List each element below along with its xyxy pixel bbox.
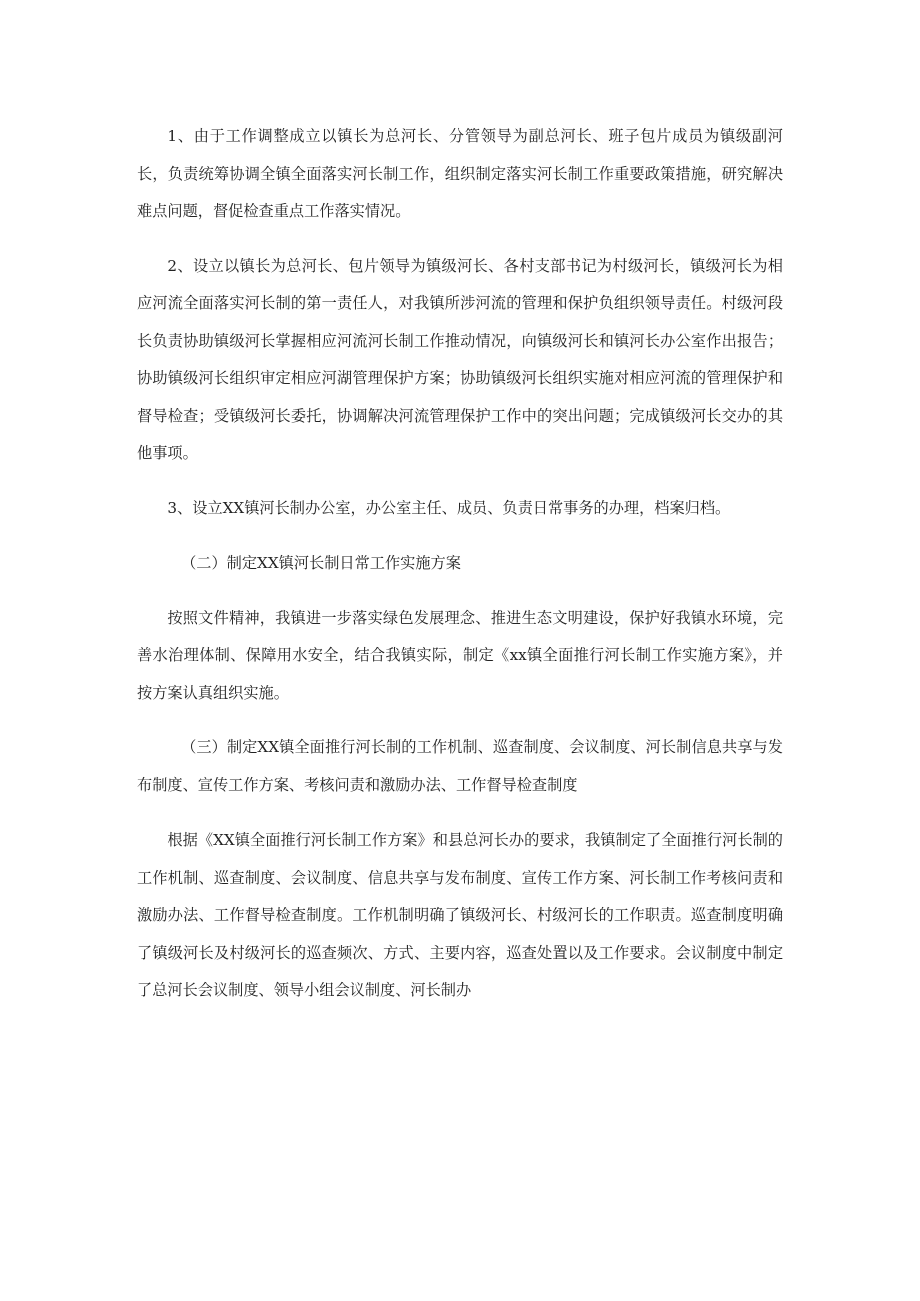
document-body [137, 118, 783, 1010]
section-heading-3: （三）制定XX镇全面推行河长制的工作机制、巡查制度、会议制度、河长制信息共享与发布制度、宣传工作方案、考核问责和激励办法、工作督导检查制度 [137, 738, 783, 794]
section-heading-2: （二）制定XX镇河长制日常工作实施方案 [181, 554, 461, 572]
paragraph-5: 根据《XX镇全面推行河长制工作方案》和县总河长办的要求，我镇制定了全面推行河长制的工作机制、巡查制度、会议制度、信息共享与发布制度、宣传工作方案、河长制工作考核问责和激励办法、工作督导检查制度。工作机制明确了镇级河长、村级河长的工作职责。巡查制度明确了镇级河长及村级河长的巡查频次、方式、主要内容，巡查处置以及工作要求。会议制度中制定了总河长会议制度、领导小组会议制度、河长制办 [137, 831, 783, 999]
paragraph-4: 按照文件精神，我镇进一步落实绿色发展理念、推进生态文明建设，保护好我镇水环境，完善水治理体制、保障用水安全，结合我镇实际，制定《xx镇全面推行河长制工作实施方案》，并按方案认真组织实施。 [137, 608, 783, 702]
paragraph-3: 3、设立XX镇河长制办公室，办公室主任、成员、负责日常事务的办理，档案归档。 [167, 498, 731, 517]
paragraph-1: 1、由于工作调整成立以镇长为总河长、分管领导为副总河长、班子包片成员为镇级副河长，负责统筹协调全镇全面落实河长制工作，组织制定落实河长制工作重要政策措施，研究解决难点问题，督促检查重点工作落实情况。 [137, 127, 783, 220]
paragraph-2: 2、设立以镇长为总河长、包片领导为镇级河长、各村支部书记为村级河长，镇级河长为相应河流全面落实河长制的第一责任人，对我镇所涉河流的管理和保护负组织领导责任。村级河段长负责协助镇级河长掌握相应河流河长制工作推动情况，向镇级河长和镇河长办公室作出报告；协助镇级河长组织审定相应河湖管理保护方案；协助镇级河长组织实施对相应河流的管理保护和督导检查；受镇级河长委托，协调解决河流管理保护工作中的突出问题；完成镇级河长交办的其他事项。 [137, 256, 783, 462]
